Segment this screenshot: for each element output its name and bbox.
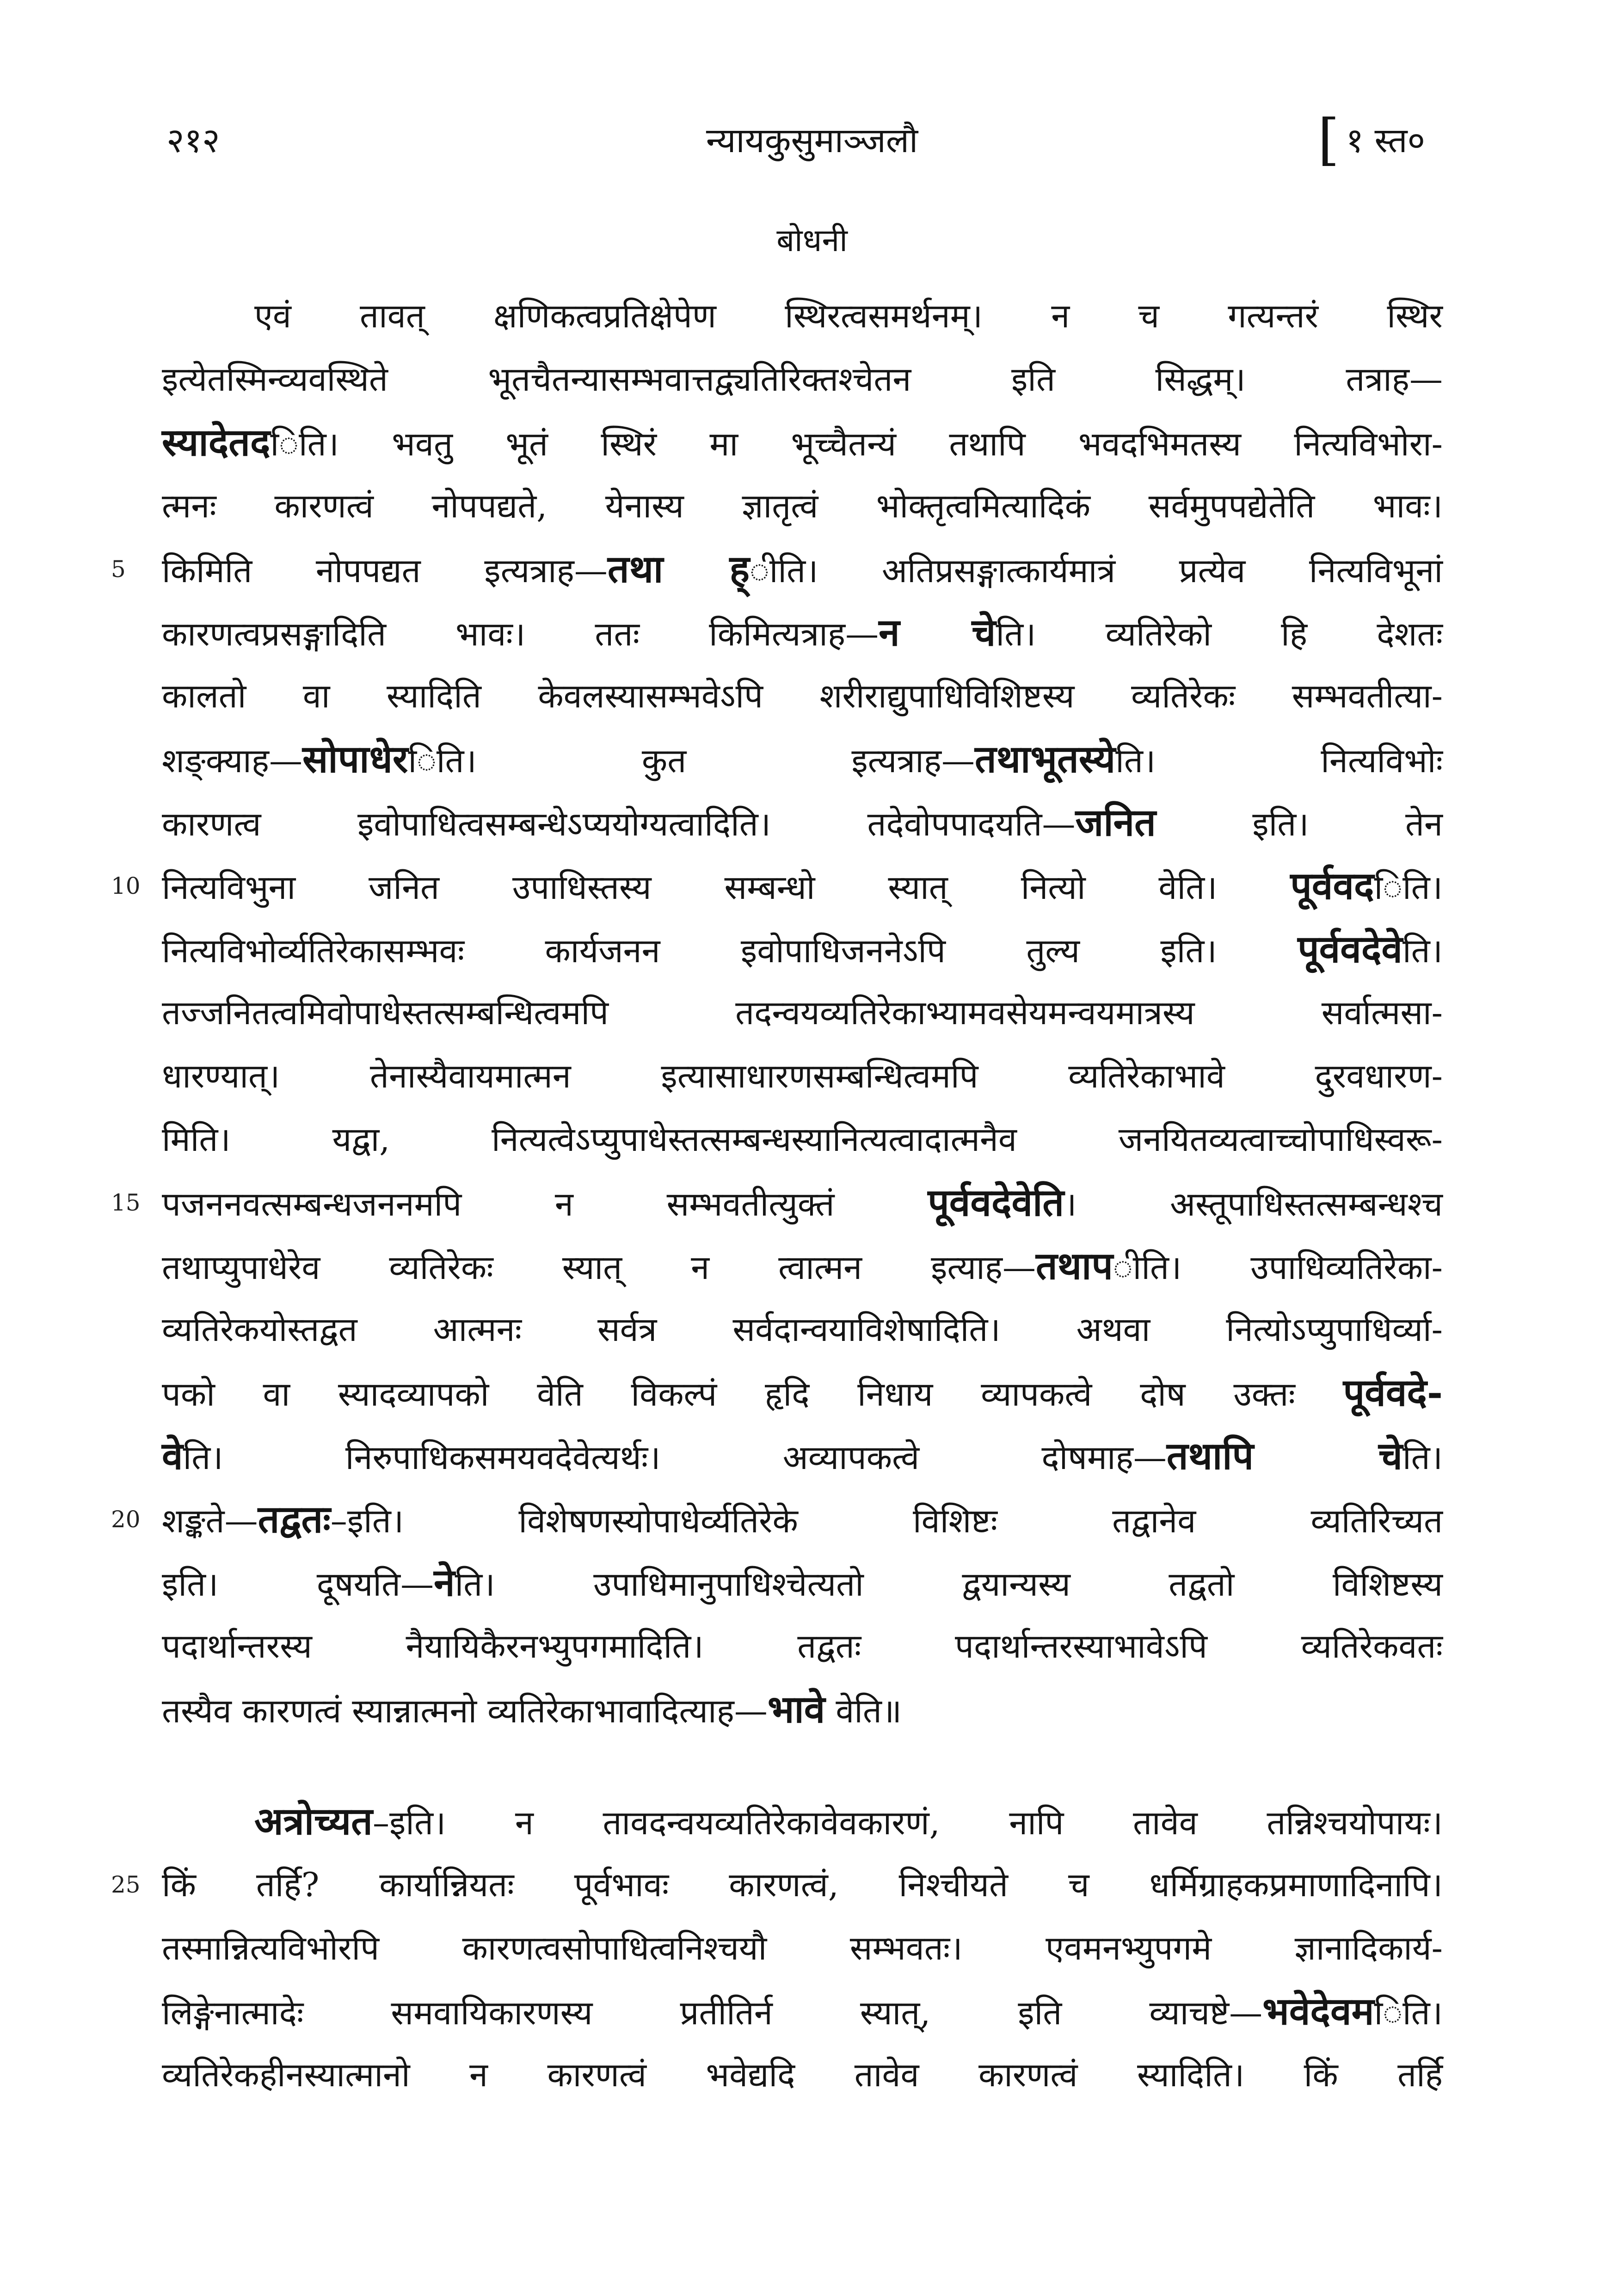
text-line — [111, 1853, 1443, 1917]
text-line — [162, 1980, 1443, 2043]
commentary-fragment: इत्येतस्मिन्व्यवस्थिते भूतचैतन्यासम्भवात्तद्व्यतिरिक्तश्चेतन इति सिद्धम्। तत्राह— — [162, 360, 1443, 399]
commentary-fragment: िति। — [1374, 1993, 1443, 2032]
line-number: 20 — [111, 1506, 141, 1533]
line-text — [162, 284, 1443, 348]
commentary-fragment: ति। नित्यविभोः — [1115, 741, 1443, 780]
line-text — [162, 411, 1443, 476]
text-line — [162, 474, 1443, 538]
commentary-fragment: शङ्क्याह— — [162, 741, 302, 780]
text-line — [162, 791, 1443, 854]
lemma-text: पूर्ववदे- — [1343, 1371, 1443, 1415]
text-line — [162, 1678, 1443, 1741]
line-text — [162, 1917, 1443, 1980]
text-line — [162, 1425, 1443, 1488]
commentary-fragment: –इति। न तावदन्वयव्यतिरेकावेवकारणं, नापि तावेव तन्निश्चयोपायः। — [372, 1803, 1443, 1842]
commentary-fragment: कारणत्व इवोपाधित्वसम्बन्धेऽप्ययोग्यत्वादिति। तदेवोपपादयति— — [162, 805, 1076, 843]
commentary-fragment: नित्यविभुना जनित उपाधिस्तस्य सम्बन्धो स्यात् नित्यो वेति। — [162, 868, 1291, 907]
text-line — [111, 538, 1443, 601]
commentary-fragment: पदार्थान्तरस्य नैयायिकैरनभ्युपगमादिति। तद्वतः पदार्थान्तरस्याभावेऽपि व्यतिरेकवतः — [162, 1627, 1443, 1666]
line-text — [162, 981, 1443, 1045]
text-line — [162, 918, 1443, 981]
commentary-fragment: पजननवत्सम्बन्धजननमपि न सम्भवतीत्युक्तं — [162, 1185, 928, 1223]
commentary-fragment: नित्यविभोर्व्यतिरेकासम्भवः कार्यजनन इवोपाधिजननेऽपि तुल्य इति। — [162, 931, 1298, 970]
text-line — [162, 411, 1443, 474]
commentary-fragment: िति। कुत इत्यत्राह— — [408, 741, 975, 780]
commentary-fragment: ीति। अतिप्रसङ्गात्कार्यमात्रं प्रत्येव नित्यविभूनां — [750, 551, 1443, 590]
lemma-text: स्यादेतद — [162, 420, 271, 465]
paragraph-gap — [162, 1741, 1443, 1790]
commentary-fragment: व्यतिरेकयोस्तद्वत आत्मनः सर्वत्र सर्वदान्वयाविशेषादिति। अथवा नित्योऽप्युपाधिर्व्या- — [162, 1310, 1443, 1349]
line-text — [162, 538, 1443, 602]
line-number: 5 — [111, 556, 126, 583]
line-text — [162, 728, 1443, 793]
line-text — [162, 1298, 1443, 1361]
line-text — [162, 1551, 1443, 1616]
line-text — [162, 1171, 1443, 1236]
commentary-fragment: तज्जनितत्वमिवोपाधेस्तत्सम्बन्धित्वमपि तदन्वयव्यतिरेकाभ्यामवसेयमन्वयमात्रस्य सर्वात्मसा- — [162, 993, 1443, 1032]
line-text — [162, 854, 1443, 919]
section-marker — [1317, 108, 1425, 172]
line-text — [162, 474, 1443, 538]
line-text — [162, 2043, 1443, 2107]
commentary-fragment: िति। — [1374, 868, 1443, 907]
commentary-fragment: तस्मान्नित्यविभोरपि कारणत्वसोपाधित्वनिश्चयौ सम्भवतः। एवमनभ्युपगमे ज्ञानादिकार्य- — [162, 1929, 1443, 1967]
lemma-text: तथापि चे — [1166, 1434, 1403, 1478]
text-line — [162, 1361, 1443, 1425]
line-text — [162, 1045, 1443, 1108]
line-number: 10 — [111, 873, 141, 899]
text-line — [162, 1790, 1443, 1853]
page-number: २१२ — [166, 121, 220, 160]
lemma-text: पूर्ववद — [1290, 864, 1374, 908]
text-line — [162, 1551, 1443, 1615]
commentary-fragment: व्यतिरेकहीनस्यात्मानो न कारणत्वं भवेद्यदि तावेव कारणत्वं स्यादिति। किं तर्हि — [162, 2055, 1443, 2094]
line-text — [162, 664, 1443, 728]
text-line — [162, 1108, 1443, 1171]
commentary-fragment: लिङ्गेनात्मादेः समवायिकारणस्य प्रतीतिर्न स्यात्, इति व्याचष्टे— — [162, 1993, 1263, 2032]
line-text — [162, 1678, 1443, 1743]
commentary-fragment: तस्यैव कारणत्वं स्यान्नात्मनो व्यतिरेकाभावादित्याह— — [162, 1691, 768, 1730]
text-line — [162, 728, 1443, 791]
text-line — [162, 348, 1443, 411]
line-text — [162, 1425, 1443, 1489]
line-text — [162, 1615, 1443, 1678]
commentary-fragment: ीति। उपाधिव्यतिरेका- — [1113, 1248, 1443, 1287]
text-line — [111, 854, 1443, 918]
commentary-fragment: इति। दूषयति— — [162, 1565, 434, 1604]
section-bracket: [ — [1317, 108, 1340, 172]
lemma-text: तथा ह् — [607, 547, 750, 591]
text-line — [162, 1045, 1443, 1108]
text-line — [162, 981, 1443, 1045]
lemma-text: सोपाधेर — [302, 737, 408, 781]
line-text — [162, 1853, 1443, 1917]
lemma-text: अत्रोच्यत — [254, 1799, 373, 1844]
commentary-fragment: ति। उपाधिमानुपाधिश्चेत्यतो द्वयान्यस्य तद्वतो विशिष्टस्य — [455, 1565, 1443, 1604]
commentary-fragment: किं तर्हि? कार्यान्नियतः पूर्वभावः कारणत्वं, निश्चीयते च धर्मिग्राहकप्रमाणादिनापि। — [162, 1865, 1443, 1904]
lemma-text: न चे — [879, 610, 996, 655]
line-text — [162, 1235, 1443, 1299]
commentary-fragment: िति। भवतु भूतं स्थिरं मा भूच्चैतन्यं तथापि भवदभिमतस्य नित्यविभोरा- — [270, 424, 1443, 463]
line-text — [162, 1361, 1443, 1426]
lemma-text: तथाप — [1035, 1244, 1113, 1288]
line-text — [162, 348, 1443, 411]
lemma-text: पूर्ववदेवे — [1298, 927, 1403, 971]
line-text — [162, 791, 1443, 856]
text-line — [162, 2043, 1443, 2107]
text-line — [162, 664, 1443, 728]
lemma-text: ने — [434, 1561, 455, 1605]
text-line — [162, 1298, 1443, 1361]
commentary-fragment: ति। — [1403, 931, 1443, 970]
commentary-fragment: शङ्कते— — [162, 1501, 258, 1540]
lemma-text: तद्वतः — [258, 1497, 331, 1542]
line-text — [162, 1488, 1443, 1553]
text-line — [162, 1235, 1443, 1298]
commentary-fragment: मिति। यद्वा, नित्यत्वेऽप्युपाधेस्तत्सम्बन्धस्यानित्यत्वादात्मनैव जनयितव्यत्वाच्चोपाधिस्वरू- — [162, 1120, 1443, 1159]
text-line — [111, 1171, 1443, 1235]
lemma-text: तथाभूतस्ये — [974, 737, 1116, 781]
commentary-fragment: पको वा स्यादव्यापको वेति विकल्पं हृदि निधाय व्यापकत्वे दोष उक्तः — [162, 1375, 1343, 1414]
lemma-text: जनित — [1075, 800, 1156, 845]
commentary-fragment: ति। व्यतिरेको हि देशतः — [996, 615, 1443, 653]
commentary-fragment: धारण्यात्। तेनास्यैवायमात्मन इत्यासाधारणसम्बन्धित्वमपि व्यतिरेकाभावे दुरवधारण- — [162, 1057, 1443, 1095]
commentary-fragment: किमिति नोपपद्यत इत्यत्राह— — [162, 551, 608, 590]
section-label: १ स्त० — [1346, 121, 1425, 160]
commentary-fragment: कारणत्वप्रसङ्गादिति भावः। ततः किमित्यत्राह— — [162, 615, 879, 653]
text-line — [162, 1615, 1443, 1678]
line-number: 25 — [111, 1871, 141, 1898]
commentary-fragment: वेति॥ — [825, 1691, 902, 1730]
commentary-fragment: ति। — [1403, 1438, 1443, 1477]
line-text — [162, 1790, 1443, 1855]
commentary-fragment: एवं तावत् क्षणिकत्वप्रतिक्षेपेण स्थिरत्वसमर्थनम्। न च गत्यन्तरं स्थिर — [254, 296, 1443, 335]
page-header — [0, 108, 1624, 176]
line-number: 15 — [111, 1189, 141, 1216]
text-line — [111, 1488, 1443, 1551]
line-text — [162, 918, 1443, 983]
running-title: न्यायकुसुमाञ्जलौ — [706, 121, 918, 160]
commentary-fragment: त्मनः कारणत्वं नोपपद्यते, येनास्य ज्ञातृत्वं भोक्तृत्वमित्यादिकं सर्वमुपपद्येतेति भावः। — [162, 486, 1443, 525]
commentary-heading: बोधनी — [776, 222, 848, 259]
line-text — [162, 1980, 1443, 2045]
lemma-text: भावे — [767, 1687, 825, 1732]
commentary-fragment: –इति। विशेषणस्योपाधेर्व्यतिरेके विशिष्टः तद्वानेव व्यतिरिच्यत — [330, 1501, 1443, 1540]
commentary-fragment: । अस्तूपाधिस्तत्सम्बन्धश्च — [1064, 1185, 1443, 1223]
lemma-text: वे — [162, 1434, 183, 1478]
line-text — [162, 1108, 1443, 1171]
commentary-text — [111, 284, 1443, 2107]
commentary-fragment: तथाप्युपाधेरेव व्यतिरेकः स्यात् न त्वात्मन इत्याह— — [162, 1248, 1036, 1287]
text-line — [162, 601, 1443, 664]
commentary-fragment: इति। तेन — [1156, 805, 1443, 843]
commentary-fragment: ति। निरुपाधिकसमयवदेवेत्यर्थः। अव्यापकत्वे दोषमाह— — [183, 1438, 1167, 1477]
text-line — [162, 1917, 1443, 1980]
commentary-fragment: कालतो वा स्यादिति केवलस्यासम्भवेऽपि शरीराद्युपाधिविशिष्टस्य व्यतिरेकः सम्भवतीत्या- — [162, 676, 1443, 715]
line-text — [162, 601, 1443, 666]
lemma-text: पूर्ववदेवेति — [928, 1180, 1064, 1225]
text-line — [162, 284, 1443, 348]
lemma-text: भवेदेवम — [1262, 1989, 1374, 2034]
